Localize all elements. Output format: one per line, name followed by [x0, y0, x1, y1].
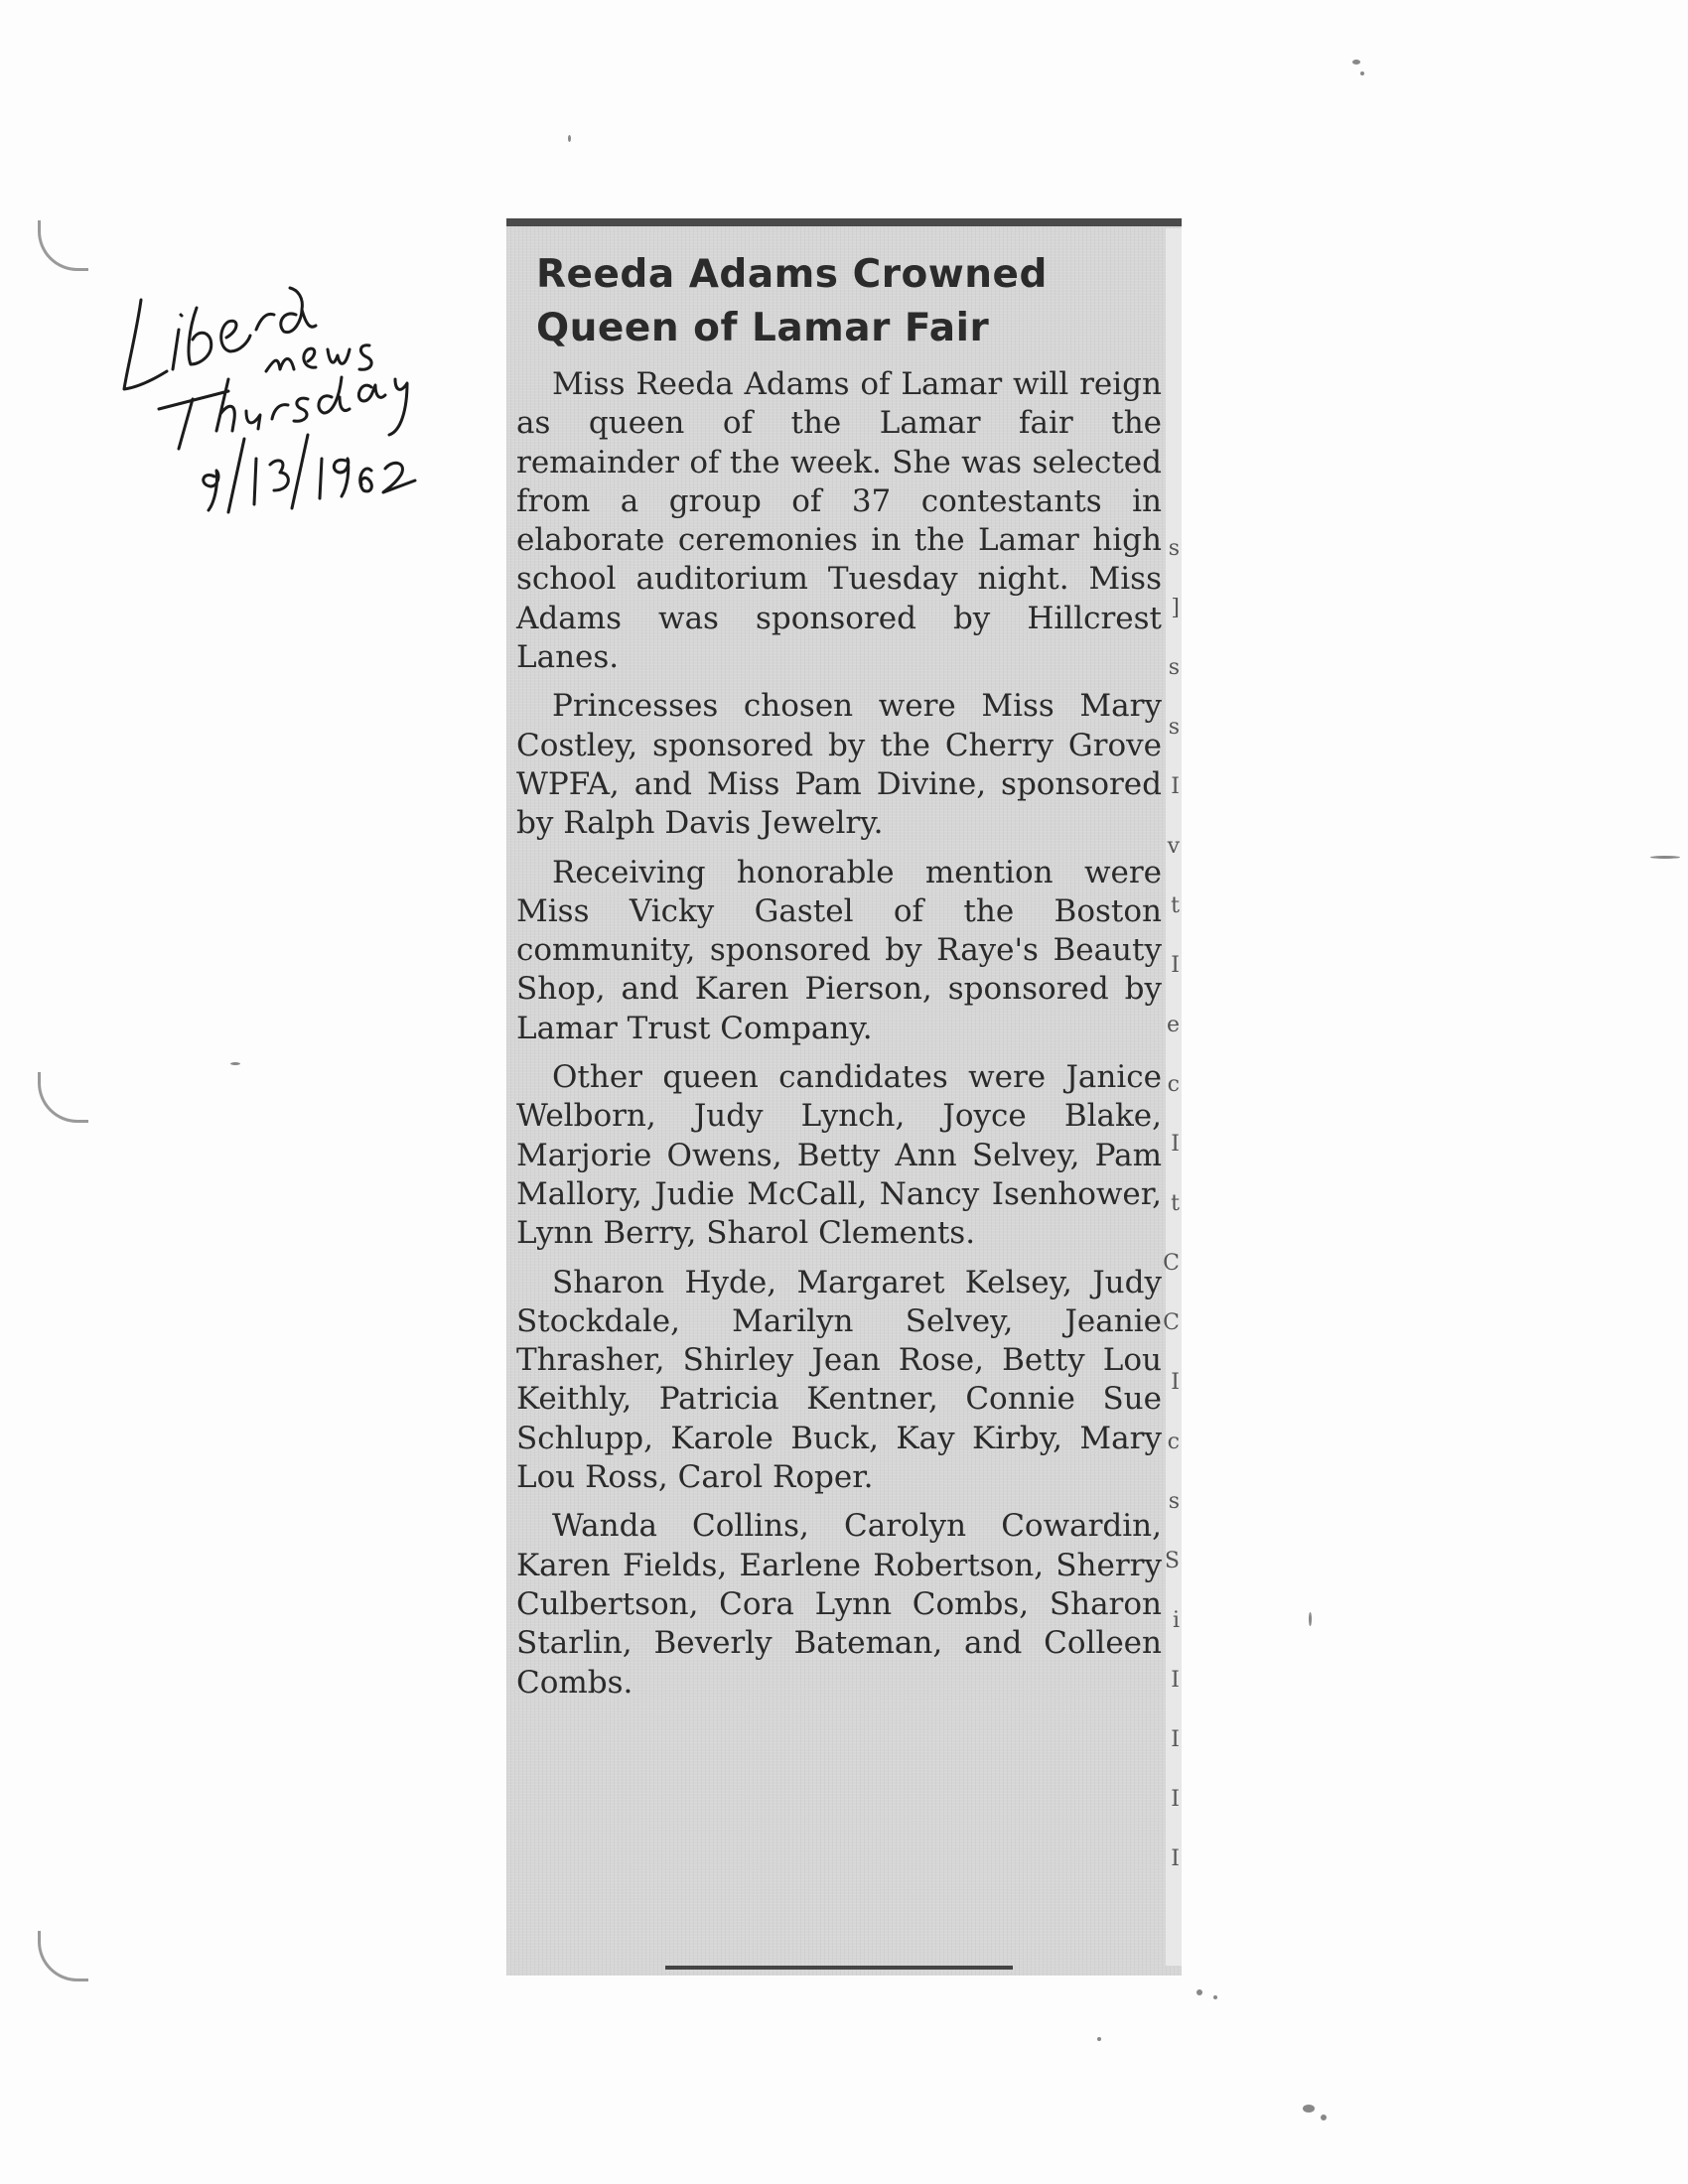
scan-speck — [1360, 71, 1364, 75]
scan-speck — [1309, 1612, 1312, 1626]
article-paragraph: Princesses chosen were Miss Mary Costley, sponsored by the Cherry Grove WPFA, and Miss Pam Divine, sponsored by Ralph Davis Jewelry. — [516, 688, 1162, 842]
adjacent-column-letter: i — [1172, 1608, 1180, 1633]
adjacent-column-letter: t — [1171, 1191, 1180, 1216]
clipping-bottom-rule — [665, 1966, 1013, 1970]
annotation-date — [119, 260, 124, 261]
newspaper-clipping — [506, 218, 1182, 1976]
article-paragraph: Wanda Collins, Carolyn Cowardin, Karen Fields, Earlene Robertson, Sherry Culbertson, Cora Lynn Combs, Sharon Starlin, Beverly Bateman, and Colleen Combs. — [516, 1508, 1162, 1701]
binder-hole-mark — [38, 220, 88, 271]
adjacent-column-letter: I — [1171, 1370, 1180, 1395]
headline-line-2: Queen of Lamar Fair — [536, 306, 990, 350]
adjacent-column-letter: I — [1171, 1846, 1180, 1871]
scan-speck — [1321, 2115, 1327, 2120]
article-paragraph: Sharon Hyde, Margaret Kelsey, Judy Stockdale, Marilyn Selvey, Jeanie Thrasher, Shirley Jean Rose, Betty Lou Keithly, Patricia Kentner, Connie Sue Schlupp, Karole Buck, Kay Kirby, Mary Lou Ross, Carol Roper. — [516, 1264, 1162, 1496]
article-paragraph: Receiving honorable mention were Miss Vicky Gastel of the Boston community, sponsored by Raye's Beauty Shop, and Karen Pierson, sponsored by Lamar Trust Company. — [516, 854, 1162, 1046]
adjacent-column-letter: s — [1168, 715, 1180, 740]
scan-speck — [230, 1062, 240, 1065]
adjacent-column-letter: I — [1171, 1668, 1180, 1693]
binder-hole-mark — [38, 1072, 88, 1123]
adjacent-column-letter: s — [1168, 536, 1180, 561]
adjacent-column-letter: v — [1167, 834, 1180, 859]
adjacent-column-letter: C — [1163, 1251, 1180, 1276]
binder-hole-mark — [38, 1931, 88, 1981]
handwritten-annotation — [119, 260, 477, 518]
adjacent-column-letter: ] — [1171, 596, 1180, 620]
adjacent-column-edge — [1166, 228, 1182, 1966]
scan-speck — [1352, 60, 1360, 65]
scan-speck — [1303, 2105, 1315, 2113]
article-body — [516, 365, 1162, 1712]
clipping-top-rule — [506, 218, 1182, 226]
adjacent-column-letter: I — [1171, 953, 1180, 978]
adjacent-column-letter: I — [1171, 1727, 1180, 1752]
adjacent-column-letter: s — [1168, 655, 1180, 680]
scan-speck — [568, 135, 571, 142]
headline-line-1: Reeda Adams Crowned — [536, 252, 1048, 297]
adjacent-column-letter: s — [1168, 1489, 1180, 1514]
adjacent-column-letter: I — [1171, 1132, 1180, 1157]
handwriting-strokes — [119, 260, 477, 518]
scan-speck — [1213, 1995, 1217, 1999]
adjacent-column-letter: c — [1167, 1072, 1180, 1097]
scan-speck — [1097, 2037, 1101, 2041]
adjacent-column-letter: c — [1167, 1430, 1180, 1454]
adjacent-column-letter: e — [1166, 1013, 1180, 1037]
adjacent-column-letter: S — [1164, 1549, 1180, 1573]
scan-speck — [1650, 856, 1680, 859]
adjacent-column-letter: t — [1171, 893, 1180, 918]
adjacent-column-letter: C — [1163, 1310, 1180, 1335]
adjacent-column-letter: I — [1171, 1787, 1180, 1812]
scan-speck — [1196, 1989, 1202, 1995]
article-paragraph: Miss Reeda Adams of Lamar will reign as queen of the Lamar fair the remainder of the week. She was selected from a group of 37 contestants in elaborate ceremonies in the Lamar high school auditorium Tuesday night. Miss Adams was sponsored by Hillcrest Lanes. — [516, 366, 1162, 676]
article-headline — [536, 248, 1172, 355]
adjacent-column-letter: I — [1171, 774, 1180, 799]
article-paragraph: Other queen candidates were Janice Welborn, Judy Lynch, Joyce Blake, Marjorie Owens, Betty Ann Selvey, Pam Mallory, Judie McCall, Nancy Isenhower, Lynn Berry, Sharol Clements. — [516, 1059, 1162, 1252]
